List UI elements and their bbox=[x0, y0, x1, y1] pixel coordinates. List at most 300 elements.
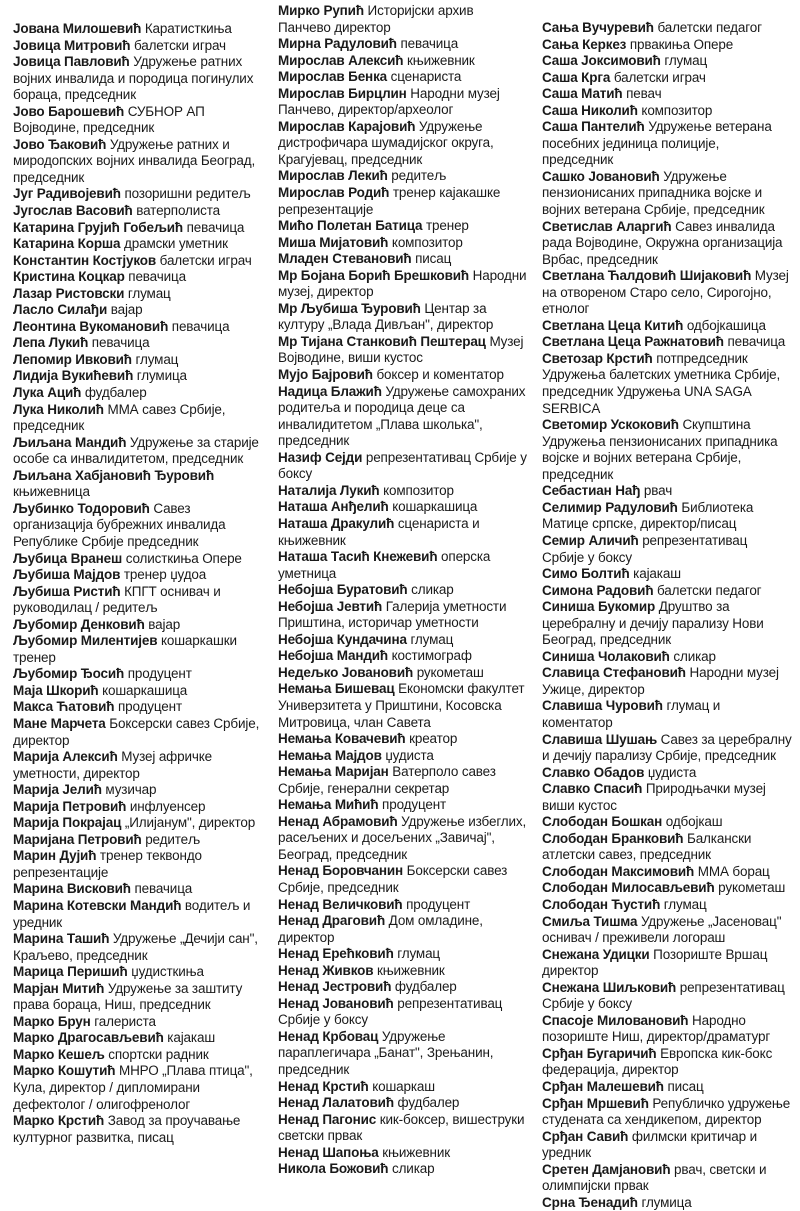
entry-name: Марко Крстић bbox=[13, 1113, 105, 1129]
entry-description: Балкански атлетски савез, председник bbox=[542, 830, 752, 863]
list-entry bbox=[13, 633, 263, 666]
list-entry bbox=[13, 203, 263, 220]
entry-description: Дом омладине, директор bbox=[278, 913, 483, 945]
entry-name: Марко Кешељ bbox=[13, 1046, 105, 1062]
entry-description: Историјски архив Панчево директор bbox=[278, 3, 474, 35]
entry-description: кошаркашица bbox=[392, 499, 478, 515]
entry-name: Сретен Дамјановић bbox=[542, 1161, 671, 1177]
entry-name: Сања Вучуревић bbox=[542, 20, 654, 35]
entry-description: солисткиња Опере bbox=[125, 550, 242, 566]
list-entry bbox=[13, 286, 263, 303]
list-entry bbox=[13, 220, 263, 237]
entry-description: композитор bbox=[383, 482, 454, 498]
list-entry bbox=[278, 979, 528, 996]
entry-description: ММА савез Србије, председник bbox=[13, 401, 226, 434]
entry-description: драмски уметник bbox=[124, 236, 228, 252]
entry-description: певачица bbox=[400, 36, 459, 52]
list-entry bbox=[278, 218, 528, 235]
entry-name: Слободан Милосављевић bbox=[542, 880, 715, 896]
entry-description: певачица bbox=[727, 334, 786, 350]
list-entry bbox=[13, 567, 263, 584]
entry-description: глумица bbox=[641, 1194, 692, 1210]
entry-name: Мирослав Бирцлин bbox=[278, 85, 407, 101]
entry-name: Маријана Петровић bbox=[13, 831, 142, 847]
entry-description: глумац bbox=[663, 896, 707, 912]
list-entry bbox=[13, 1030, 263, 1047]
list-entry bbox=[278, 1161, 528, 1178]
list-entry bbox=[278, 797, 528, 814]
entry-name: Ненад Драговић bbox=[278, 913, 386, 929]
list-entry bbox=[542, 318, 792, 335]
entry-description: певачица bbox=[128, 269, 186, 285]
entry-name: Мирослав Карајовић bbox=[278, 118, 416, 134]
entry-name: Мане Марчета bbox=[13, 715, 106, 731]
list-entry bbox=[542, 698, 792, 731]
entry-description: Галерија уметности Приштина, историчар уметности bbox=[278, 598, 507, 631]
entry-description: рукометаш bbox=[416, 664, 484, 680]
entry-name: Љубица Вранеш bbox=[13, 550, 123, 566]
entry-name: Ненад Крстић bbox=[278, 1078, 369, 1094]
entry-description: редитељ bbox=[391, 168, 447, 184]
entry-description: Народни музеј, директор bbox=[278, 267, 527, 300]
entry-name: Немања Бишевац bbox=[278, 681, 395, 697]
entry-name: Миша Мијатовић bbox=[278, 234, 389, 250]
entry-name: Небојша Јевтић bbox=[278, 598, 383, 614]
entry-description: рвач bbox=[643, 483, 673, 499]
list-entry bbox=[13, 253, 263, 270]
entry-description: балетски играч bbox=[133, 37, 226, 53]
entry-description: Ватерполо савез Србије, генерални секретар bbox=[278, 764, 496, 796]
entry-description: певачица bbox=[186, 219, 245, 235]
entry-name: Симона Радовић bbox=[542, 582, 654, 598]
list-entry bbox=[278, 450, 528, 483]
entry-name: Ненад Живков bbox=[278, 962, 374, 978]
list-entry bbox=[542, 119, 792, 169]
entry-description: Удружење за заштиту права бораца, Ниш, председник bbox=[13, 980, 243, 1013]
entry-description: репрезентативац Србије у боксу bbox=[542, 979, 785, 1012]
entry-name: Саша Јоксимовић bbox=[542, 53, 661, 69]
entry-description: сценариста bbox=[390, 69, 462, 85]
entry-name: Ненад Крбовац bbox=[278, 1028, 379, 1044]
entry-name: Марјан Митић bbox=[13, 980, 105, 996]
entry-description: књижевница bbox=[13, 484, 90, 500]
entry-description: рвач, светски и олимпијски првак bbox=[542, 1161, 767, 1194]
entry-description: филмски критичар и уредник bbox=[542, 1128, 757, 1161]
entry-name: Ненад Пагонис bbox=[278, 1111, 377, 1127]
entry-name: Славиша Чуровић bbox=[542, 698, 663, 714]
entry-name: Љубиша Ристић bbox=[13, 583, 121, 599]
list-entry bbox=[542, 169, 792, 219]
entry-description: џудиста bbox=[647, 764, 697, 780]
list-entry bbox=[542, 1162, 792, 1195]
entry-name: Небојша Кундачина bbox=[278, 631, 407, 647]
list-entry bbox=[13, 402, 263, 435]
list-entry bbox=[542, 1013, 792, 1046]
entry-name: Светозар Крстић bbox=[542, 350, 653, 366]
list-entry bbox=[542, 103, 792, 120]
entry-description: певач bbox=[626, 86, 662, 102]
entry-description: СУБНОР АП Војводине, председник bbox=[13, 103, 205, 136]
entry-description: Удружење ратних војних инвалида и породица погинулих бораца, председник bbox=[13, 54, 254, 103]
list-entry bbox=[13, 617, 263, 634]
entry-name: Љиљана Мандић bbox=[13, 434, 127, 450]
list-entry bbox=[278, 3, 528, 36]
entry-description: сликар bbox=[391, 1161, 435, 1177]
list-entry bbox=[13, 964, 263, 981]
list-entry bbox=[542, 334, 792, 351]
entry-name: Младен Стевановић bbox=[278, 251, 412, 267]
entry-description: певачица bbox=[91, 335, 150, 351]
entry-description: Музеј афричке уметности, директор bbox=[13, 749, 213, 781]
entry-name: Лидија Вукићевић bbox=[13, 368, 134, 384]
entry-description: „Илијанум", директор bbox=[124, 815, 256, 831]
list-entry bbox=[13, 749, 263, 782]
list-entry bbox=[13, 21, 263, 38]
entry-description: Боксерски савез Србије, директор bbox=[13, 715, 260, 748]
list-entry bbox=[278, 863, 528, 896]
list-entry bbox=[278, 334, 528, 367]
entry-description: Центар за културу „Влада Дивљан", директор bbox=[278, 300, 494, 333]
entry-name: Снежана Шиљковић bbox=[542, 979, 677, 995]
entry-name: Смиља Тишма bbox=[542, 913, 638, 929]
entry-name: Срђан Савић bbox=[542, 1128, 629, 1144]
entry-description: тренер теквондо репрезентације bbox=[13, 848, 202, 880]
entry-name: Ненад Ерећковић bbox=[278, 946, 394, 962]
entry-name: Симо Болтић bbox=[542, 566, 630, 582]
entry-description: Удружење самохраних родитеља и породица деце са инвалидитетом „Плава школька", председник bbox=[278, 383, 526, 449]
entry-name: Небојша Мандић bbox=[278, 648, 389, 664]
list-entry bbox=[278, 549, 528, 582]
entry-description: глумац bbox=[127, 285, 171, 301]
list-entry bbox=[542, 781, 792, 814]
list-entry bbox=[278, 119, 528, 169]
entry-description: Удружење „Јасеновац" оснивач / преживели логораш bbox=[542, 913, 782, 946]
entry-name: Марија Алексић bbox=[13, 749, 118, 765]
entry-name: Саша Матић bbox=[542, 86, 623, 102]
list-entry bbox=[542, 649, 792, 666]
list-entry bbox=[542, 947, 792, 980]
entry-description: ММА борац bbox=[697, 863, 770, 879]
list-entry bbox=[278, 483, 528, 500]
list-entry bbox=[13, 236, 263, 253]
list-entry bbox=[13, 799, 263, 816]
entry-name: Небојша Буратовић bbox=[278, 582, 408, 598]
list-entry bbox=[13, 848, 263, 881]
entry-name: Мр Љубиша Ђуровић bbox=[278, 300, 421, 316]
entry-description: оперска уметница bbox=[278, 549, 491, 581]
entry-description: Републичко удружење студената са хендикепом, директор bbox=[542, 1095, 791, 1128]
list-entry bbox=[278, 996, 528, 1029]
entry-description: Удружење дистрофичара шумадијског округа, Крагујевац, председник bbox=[278, 118, 494, 167]
list-entry bbox=[542, 566, 792, 583]
entry-description: тренер џудоа bbox=[123, 567, 207, 583]
entry-name: Славица Стефановић bbox=[542, 665, 686, 681]
entry-name: Марко Драгосављевић bbox=[13, 1030, 164, 1046]
list-entry bbox=[542, 914, 792, 947]
entry-description: рукометаш bbox=[718, 880, 786, 896]
entry-name: Синиша Чолаковић bbox=[542, 648, 670, 664]
entry-name: Славко Спасић bbox=[542, 781, 643, 797]
list-entry bbox=[13, 137, 263, 187]
entry-description: редитељ bbox=[145, 831, 201, 847]
list-entry bbox=[542, 897, 792, 914]
entry-description: МНРО „Плава птица", Кула, директор / дипломирани дефектолог / олигофренолог bbox=[13, 1063, 253, 1112]
list-entry bbox=[13, 683, 263, 700]
entry-description: ватерполиста bbox=[136, 203, 220, 219]
entry-description: потпредседник Удружења балетских уметника Србије, председник Удружења UNA SAGA SERBICA bbox=[542, 350, 781, 416]
list-entry bbox=[278, 301, 528, 334]
list-entry bbox=[278, 731, 528, 748]
list-entry bbox=[542, 86, 792, 103]
entry-name: Љиљана Хабјановић Ђуровић bbox=[13, 467, 215, 483]
list-entry bbox=[278, 235, 528, 252]
entry-description: костимограф bbox=[391, 648, 472, 664]
list-entry bbox=[542, 599, 792, 649]
entry-name: Слободан Бранковић bbox=[542, 830, 684, 846]
list-entry bbox=[542, 665, 792, 698]
list-entry bbox=[542, 417, 792, 483]
entry-description: сценариста и књижевник bbox=[278, 515, 480, 548]
entry-name: Љубомир Денковић bbox=[13, 616, 145, 632]
entry-description: Народни музеј Ужице, директор bbox=[542, 665, 779, 697]
list-entry bbox=[278, 1079, 528, 1096]
entry-name: Љубомир Ђосић bbox=[13, 666, 125, 682]
list-entry bbox=[278, 516, 528, 549]
entry-name: Назиф Сејди bbox=[278, 449, 363, 465]
list-entry bbox=[542, 268, 792, 318]
list-entry bbox=[542, 1079, 792, 1096]
entry-name: Мр Бојана Борић Брешковић bbox=[278, 267, 469, 283]
entry-description: Удружење „Дечији сан", Краљево, председник bbox=[13, 931, 258, 963]
entry-description: џудисткиња bbox=[131, 964, 204, 980]
entry-name: Никола Божовић bbox=[278, 1161, 389, 1177]
list-entry bbox=[542, 814, 792, 831]
list-entry bbox=[13, 832, 263, 849]
list-entry bbox=[278, 251, 528, 268]
list-entry bbox=[542, 831, 792, 864]
column-3 bbox=[542, 20, 792, 1211]
entry-name: Марко Брун bbox=[13, 1013, 91, 1029]
list-entry bbox=[13, 501, 263, 551]
entry-name: Љубиша Мајдов bbox=[13, 567, 121, 583]
list-entry bbox=[278, 53, 528, 70]
list-entry bbox=[278, 963, 528, 980]
entry-description: Скупштина Удружења пензионисаних припадника војске и војних ветерана Србије, председник bbox=[542, 417, 778, 482]
entry-description: Удружење избеглих, расељених и досељених „Завичај", Београд, председник bbox=[278, 813, 527, 862]
entry-name: Слободан Ћустић bbox=[542, 896, 661, 912]
list-entry bbox=[13, 584, 263, 617]
list-entry bbox=[278, 681, 528, 731]
entry-name: Сашко Јовановић bbox=[542, 168, 660, 184]
entry-name: Семир Аличић bbox=[542, 532, 639, 548]
entry-description: вајар bbox=[110, 302, 143, 318]
entry-description: репрезентативац Србије у боксу bbox=[278, 449, 527, 482]
entry-description: Музеј на отвореном Старо село, Сирогојно, етнолог bbox=[542, 268, 789, 317]
entry-name: Слободан Бошкан bbox=[542, 814, 663, 830]
list-entry bbox=[542, 583, 792, 600]
list-entry bbox=[542, 1195, 792, 1211]
entry-description: књижевник bbox=[376, 962, 445, 978]
entry-name: Спасоје Милованoвић bbox=[542, 1012, 689, 1028]
entry-description: глумац и коментатор bbox=[542, 698, 721, 730]
entry-name: Ненад Јовановић bbox=[278, 995, 394, 1011]
entry-description: фудбалер bbox=[394, 979, 457, 995]
entry-name: Југ Радивојевић bbox=[13, 186, 121, 202]
entry-name: Ненад Лалатовић bbox=[278, 1095, 394, 1111]
entry-name: Југослав Васовић bbox=[13, 203, 133, 219]
entry-name: Надица Блажић bbox=[278, 383, 382, 399]
entry-name: Мирослав Алексић bbox=[278, 52, 404, 68]
list-entry bbox=[13, 104, 263, 137]
list-entry bbox=[13, 302, 263, 319]
entry-description: Завод за проучавање културног развитка, писац bbox=[13, 1113, 241, 1145]
entry-name: Марија Јелић bbox=[13, 782, 102, 798]
entry-name: Катарина Корша bbox=[13, 236, 121, 252]
list-entry bbox=[13, 666, 263, 683]
entry-name: Љубинко Тодоровић bbox=[13, 500, 150, 516]
list-entry bbox=[278, 268, 528, 301]
list-entry bbox=[542, 37, 792, 54]
entry-description: кошаркашица bbox=[102, 682, 188, 698]
list-entry bbox=[278, 367, 528, 384]
entry-description: Европска кик-бокс федерација, директор bbox=[542, 1045, 773, 1078]
entry-name: Наташа Анђелић bbox=[278, 499, 389, 515]
entry-name: Марија Петровић bbox=[13, 798, 127, 814]
entry-description: вајар bbox=[148, 616, 181, 632]
entry-description: репрезентативац Србије у боксу bbox=[278, 995, 503, 1028]
entry-name: Немања Маријан bbox=[278, 764, 389, 780]
list-entry bbox=[278, 582, 528, 599]
entry-description: тренер кајакашке репрезентације bbox=[278, 185, 501, 217]
entry-description: балетски играч bbox=[613, 69, 706, 85]
entry-description: глумац bbox=[397, 946, 441, 962]
entry-description: певачица bbox=[171, 318, 230, 334]
list-entry bbox=[13, 1014, 263, 1031]
list-entry bbox=[278, 814, 528, 864]
entry-description: писац bbox=[667, 1079, 704, 1094]
entry-name: Мирослав Лекић bbox=[278, 168, 388, 184]
column-2 bbox=[278, 3, 528, 1178]
list-entry bbox=[13, 782, 263, 799]
entry-name: Јово Барошевић bbox=[13, 103, 125, 119]
entry-description: Боксерски савез Србије, председник bbox=[278, 863, 508, 895]
entry-description: Удружење ратних и миродопских војних инвалида Београд, председник bbox=[13, 136, 256, 185]
list-entry bbox=[13, 385, 263, 402]
entry-name: Катарина Грујић Гобељић bbox=[13, 219, 184, 235]
entry-description: водитељ и уредник bbox=[13, 897, 251, 930]
list-entry bbox=[542, 70, 792, 87]
entry-description: инфлуенсер bbox=[129, 798, 206, 814]
entry-description: Удружење за старије особе са инвалидитетом, председник bbox=[13, 434, 259, 467]
entry-name: Светислав Аларгић bbox=[542, 218, 672, 234]
list-entry bbox=[13, 319, 263, 336]
entry-description: Музеј Војводине, виши кустос bbox=[278, 333, 524, 366]
entry-description: репрезентативац Србије у боксу bbox=[542, 532, 748, 565]
list-entry bbox=[13, 1063, 263, 1113]
list-entry bbox=[13, 54, 263, 104]
entry-name: Мујо Бајровић bbox=[278, 367, 373, 383]
entry-name: Саша Николић bbox=[542, 102, 638, 118]
list-entry bbox=[278, 1112, 528, 1145]
entry-name: Марија Покрајац bbox=[13, 815, 122, 831]
entry-name: Немања Ковачевић bbox=[278, 731, 406, 747]
entry-description: првакиња Опере bbox=[629, 36, 734, 52]
list-entry bbox=[542, 483, 792, 500]
entry-name: Лука Ацић bbox=[13, 385, 82, 401]
entry-name: Мирослав Родић bbox=[278, 185, 390, 201]
entry-name: Славко Обадов bbox=[542, 764, 645, 780]
entry-description: креатор bbox=[409, 731, 458, 747]
entry-name: Мр Тијана Станковић Пештерац bbox=[278, 333, 486, 349]
entry-description: музичар bbox=[105, 782, 157, 798]
entry-name: Лазар Ристовски bbox=[13, 285, 125, 301]
list-entry bbox=[13, 368, 263, 385]
entry-name: Саша Крга bbox=[542, 69, 611, 85]
entry-description: одбојкаш bbox=[665, 814, 723, 830]
entry-name: Лепа Лукић bbox=[13, 335, 89, 351]
entry-description: Удружење ветерана посебних јединица полиције, председник bbox=[542, 119, 772, 168]
list-entry bbox=[13, 981, 263, 1014]
entry-description: глумац bbox=[135, 351, 179, 367]
list-entry bbox=[278, 86, 528, 119]
entry-name: Недељко Јовановић bbox=[278, 664, 414, 680]
entry-description: књижевник bbox=[407, 52, 475, 68]
entry-name: Снежана Удицки bbox=[542, 946, 650, 962]
entry-name: Марина Ташић bbox=[13, 931, 110, 947]
entry-description: Каратисткиња bbox=[144, 21, 232, 36]
entry-name: Себастиан Нађ bbox=[542, 483, 641, 499]
list-entry bbox=[13, 186, 263, 203]
list-entry bbox=[278, 69, 528, 86]
entry-description: одбојкашица bbox=[686, 317, 766, 333]
list-entry bbox=[278, 665, 528, 682]
entry-description: Библиотека Матице српске, директор/писац bbox=[542, 499, 754, 532]
entry-description: галериста bbox=[94, 1013, 156, 1029]
entry-name: Марин Дујић bbox=[13, 848, 97, 864]
entry-name: Мићо Полетан Батица bbox=[278, 218, 423, 234]
list-entry bbox=[278, 897, 528, 914]
list-entry bbox=[13, 38, 263, 55]
entry-description: спортски радник bbox=[108, 1046, 209, 1062]
entry-description: Савез за церебралну и дечију парализу Србије, председник bbox=[542, 731, 792, 764]
list-entry bbox=[13, 352, 263, 369]
list-entry bbox=[278, 748, 528, 765]
entry-description: фудбалер bbox=[84, 385, 147, 401]
list-entry bbox=[13, 1047, 263, 1064]
entry-name: Ненад Абрамовић bbox=[278, 813, 398, 829]
list-entry bbox=[13, 931, 263, 964]
list-entry bbox=[542, 1129, 792, 1162]
entry-description: глумац bbox=[410, 631, 454, 647]
list-entry bbox=[542, 980, 792, 1013]
entry-name: Мирко Рупић bbox=[278, 3, 364, 18]
entry-description: књижевник bbox=[382, 1144, 450, 1160]
list-entry bbox=[542, 765, 792, 782]
entry-description: КПГТ оснивач и руководилац / редитељ bbox=[13, 583, 221, 616]
entry-description: писац bbox=[415, 251, 452, 267]
entry-description: кошаркашки тренер bbox=[13, 633, 237, 665]
list-entry bbox=[13, 815, 263, 832]
entry-name: Јово Ђаковић bbox=[13, 136, 107, 152]
entry-name: Јована Милошевић bbox=[13, 21, 142, 36]
list-entry bbox=[542, 1096, 792, 1129]
entry-description: Природњачки музеј виши кустос bbox=[542, 781, 766, 813]
entry-description: кик-боксер, вишеструки светски првак bbox=[278, 1111, 525, 1144]
entry-name: Јовица Павловић bbox=[13, 54, 130, 70]
list-entry bbox=[542, 53, 792, 70]
entry-description: балетски играч bbox=[159, 252, 252, 268]
entry-description: продуцент bbox=[406, 896, 471, 912]
